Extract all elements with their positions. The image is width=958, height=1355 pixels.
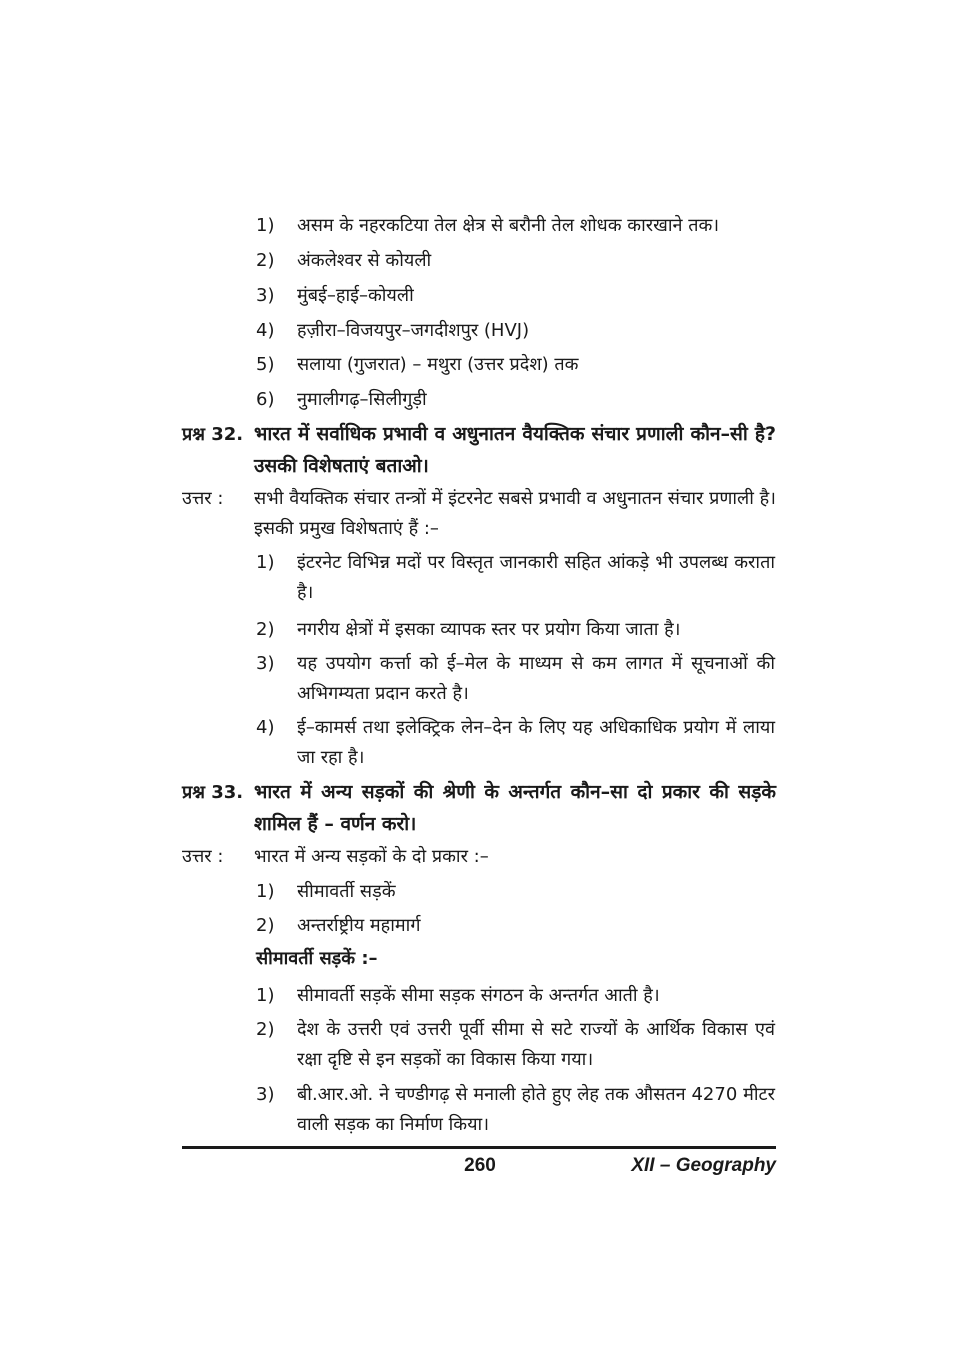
question-label: प्रश्न 33. <box>182 782 244 803</box>
list-number: 3) <box>256 285 275 306</box>
list-item: सीमावर्ती सड़कें सीमा सड़क संगठन के अन्तर्गत आती है। <box>297 985 660 1006</box>
list-item: मुंबई–हाई–कोयली <box>297 285 414 306</box>
question-text: भारत में अन्य सड़कों की श्रेणी के अन्तर्गत कौन–सा दो प्रकार की सड़के शामिल हैं – वर्णन करो। <box>254 781 776 835</box>
answer-intro: सभी वैयक्तिक संचार तन्त्रों में इंटरनेट सबसे प्रभावी व अधुनातन संचार प्रणाली है। इसकी प्रमुख विशेषताएं हैं :– <box>254 488 776 539</box>
subheading: सीमावर्ती सड़कें :– <box>256 948 378 969</box>
footer-rule <box>182 1146 776 1149</box>
list-number: 2) <box>256 250 275 271</box>
list-item: हज़ीरा–विजयपुर–जगदीशपुर (HVJ) <box>297 320 530 341</box>
book-title: XII – Geography <box>631 1155 776 1176</box>
list-number: 3) <box>256 653 275 674</box>
list-item: बी.आर.ओ. ने चण्डीगढ़ से मनाली होते हुए लेह तक औसतन 4270 मीटर वाली सड़क का निर्माण किया। <box>297 1084 775 1135</box>
list-item: नुमालीगढ़–सिलीगुड़ी <box>297 389 427 410</box>
list-item: सलाया (गुजरात) – मथुरा (उत्तर प्रदेश) तक <box>297 354 579 375</box>
list-number: 1) <box>256 552 275 573</box>
page-number: 260 <box>464 1155 496 1176</box>
question-text: भारत में सर्वाधिक प्रभावी व अधुनातन वैयक्तिक संचार प्रणाली कौन–सी है? उसकी विशेषताएं बताओ। <box>254 423 776 477</box>
list-number: 5) <box>256 354 275 375</box>
list-item: असम के नहरकटिया तेल क्षेत्र से बरौनी तेल शोधक कारखाने तक। <box>297 215 720 236</box>
list-number: 4) <box>256 717 275 738</box>
list-item: अन्तर्राष्ट्रीय महामार्ग <box>297 915 421 936</box>
list-number: 6) <box>256 389 275 410</box>
list-number: 4) <box>256 320 275 341</box>
list-number: 1) <box>256 215 275 236</box>
answer-intro: भारत में अन्य सड़कों के दो प्रकार :– <box>254 846 489 867</box>
list-number: 2) <box>256 915 275 936</box>
list-number: 3) <box>256 1084 275 1105</box>
list-item: इंटरनेट विभिन्न मदों पर विस्तृत जानकारी सहित आंकड़े भी उपलब्ध कराता है। <box>297 552 775 603</box>
list-item: ई–कामर्स तथा इलेक्ट्रिक लेन–देन के लिए यह अधिकाधिक प्रयोग में लाया जा रहा है। <box>297 717 775 768</box>
list-item: अंकलेश्वर से कोयली <box>297 250 432 271</box>
list-item: देश के उत्तरी एवं उत्तरी पूर्वी सीमा से सटे राज्यों के आर्थिक विकास एवं रक्षा दृष्टि से इन सड़कों का विकास किया गया। <box>297 1019 775 1070</box>
answer-label: उत्तर : <box>182 846 224 867</box>
list-number: 2) <box>256 619 275 640</box>
list-item: नगरीय क्षेत्रों में इसका व्यापक स्तर पर प्रयोग किया जाता है। <box>297 619 681 640</box>
list-number: 2) <box>256 1019 275 1040</box>
list-item: सीमावर्ती सड़कें <box>297 881 396 902</box>
list-number: 1) <box>256 881 275 902</box>
list-number: 1) <box>256 985 275 1006</box>
question-label: प्रश्न 32. <box>182 424 244 445</box>
list-item: यह उपयोग कर्त्ता को ई–मेल के माध्यम से कम लागत में सूचनाओं की अभिगम्यता प्रदान करते है। <box>297 653 775 704</box>
answer-label: उत्तर : <box>182 488 224 509</box>
